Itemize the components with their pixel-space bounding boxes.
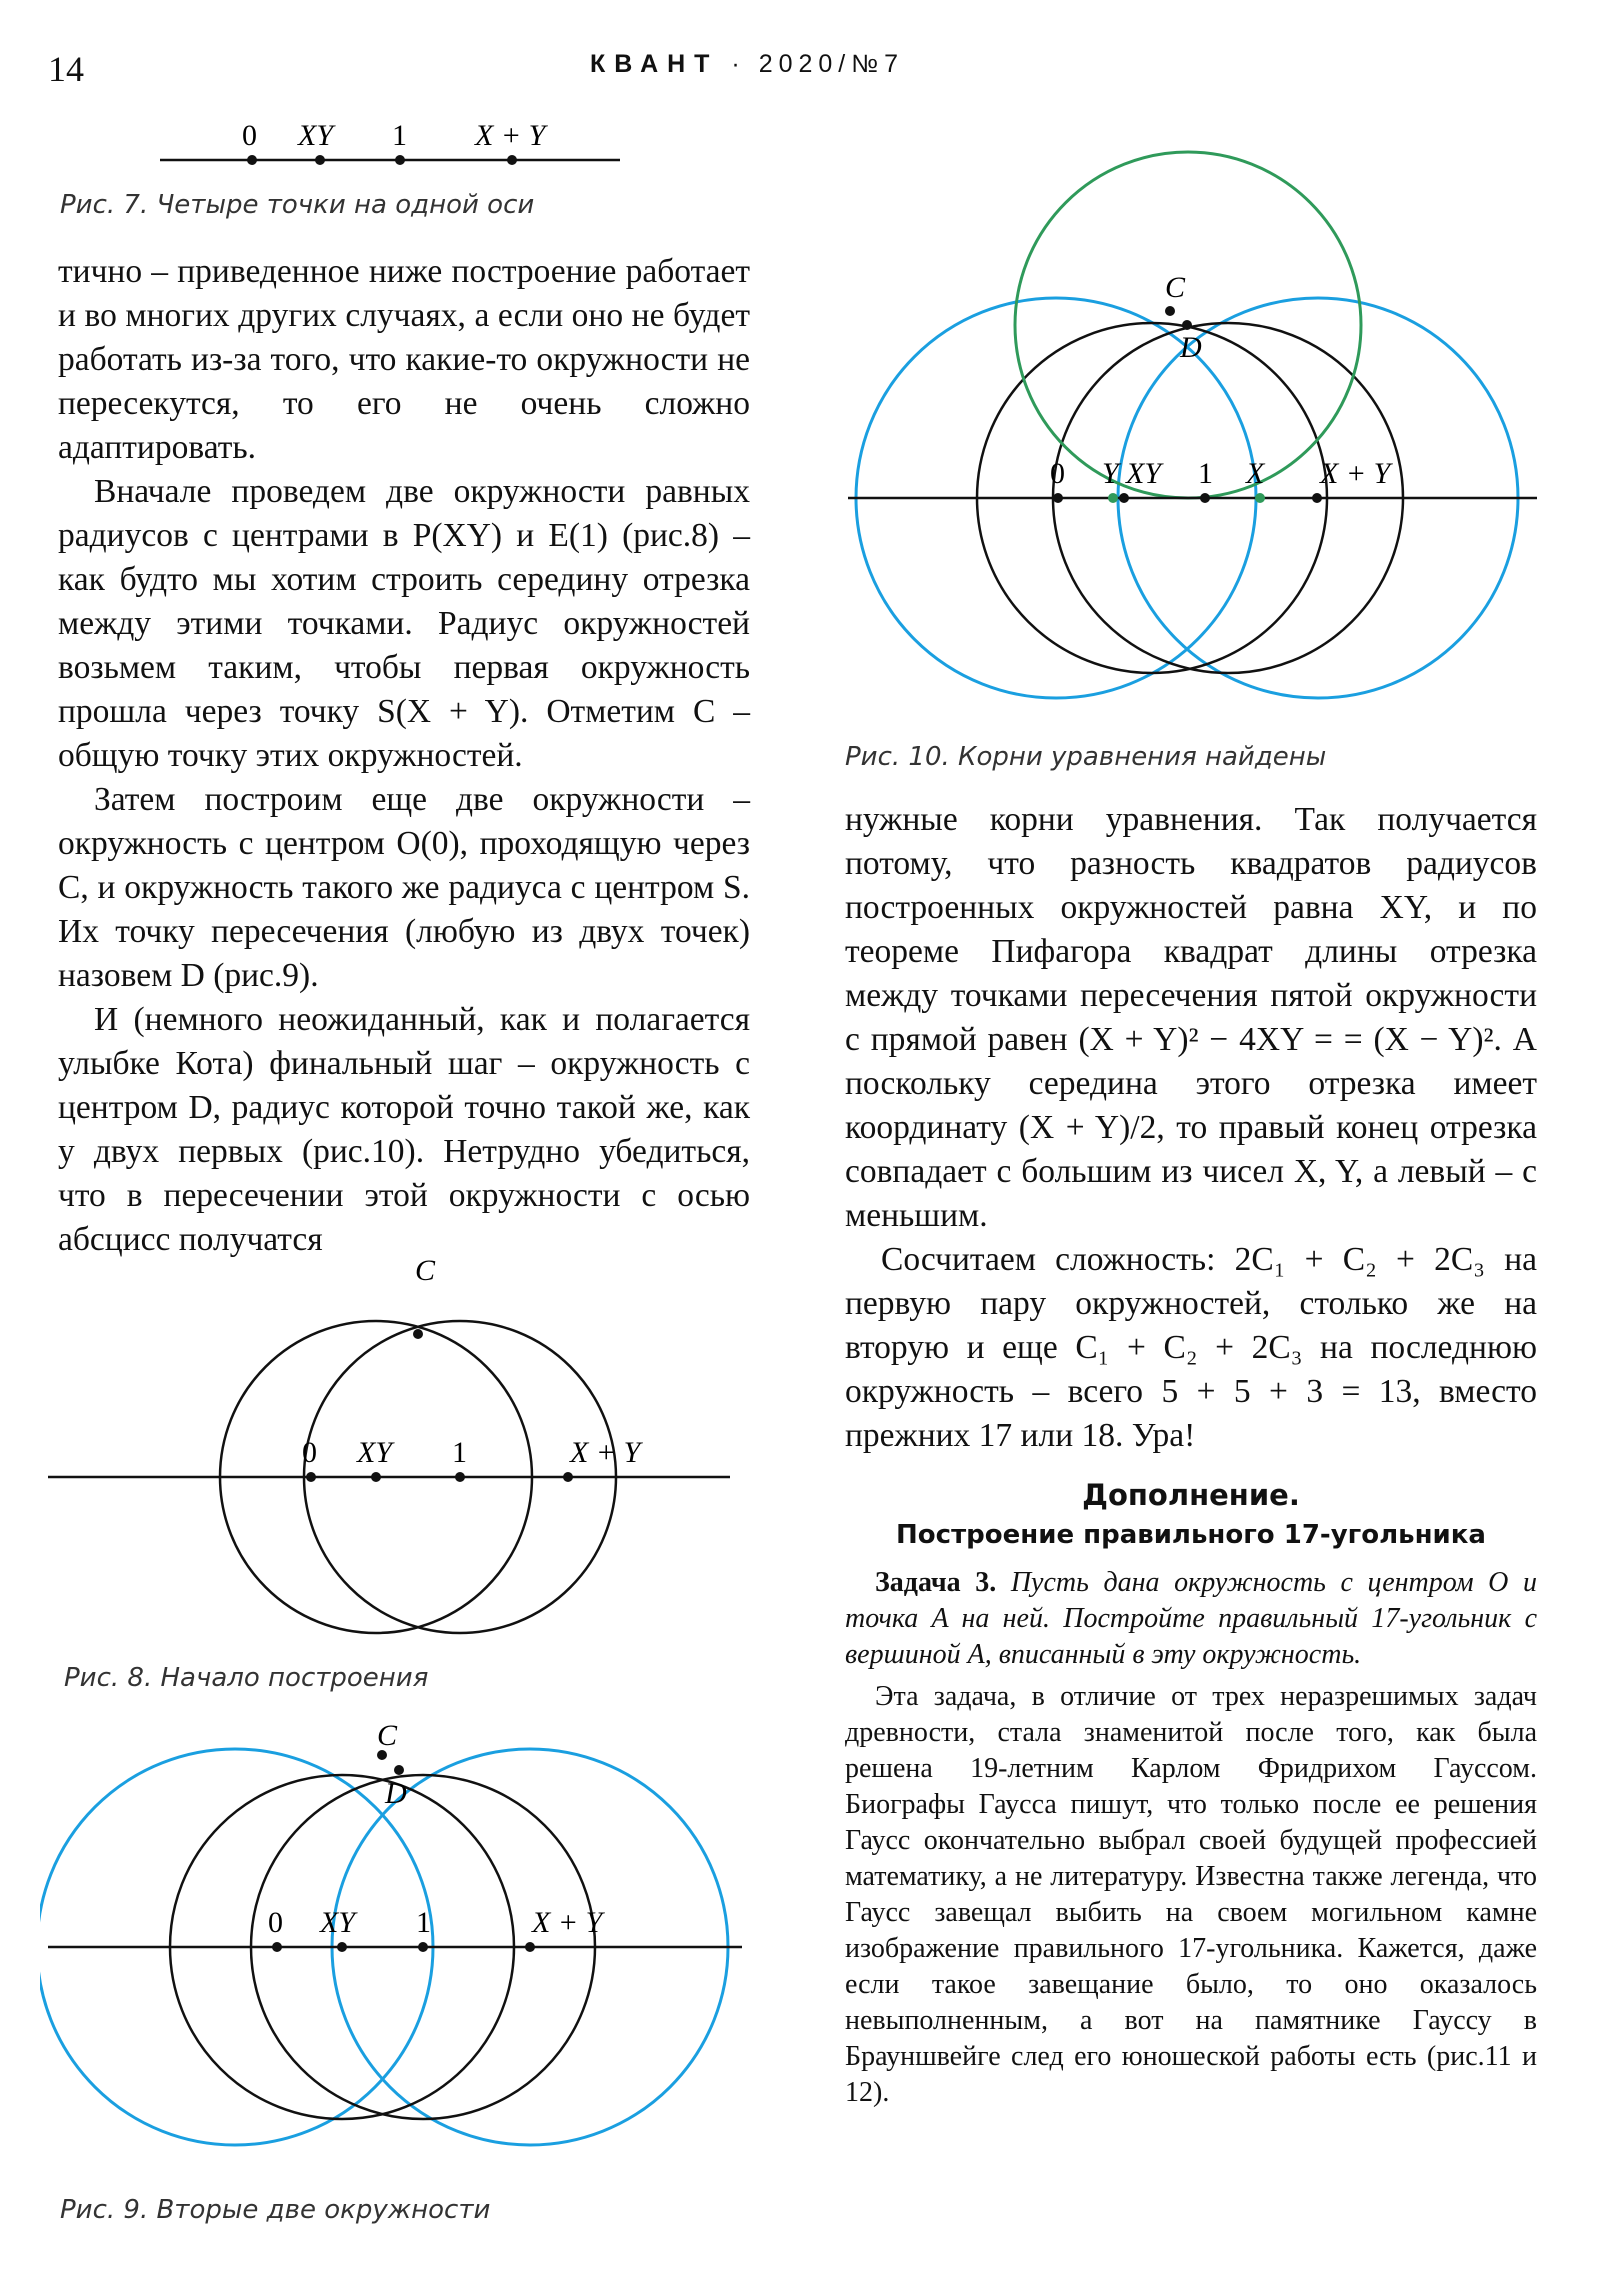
right-column: [845, 798, 1537, 1458]
label-xy: XY: [357, 1436, 393, 1469]
label-0: 0: [268, 1906, 283, 1939]
right-column-addendum: [845, 1565, 1537, 2111]
point-d: [1182, 320, 1192, 330]
point-0: [272, 1942, 282, 1952]
label-d: D: [385, 1777, 407, 1810]
paragraph: тично – приведенное ниже построение работает и во многих других случаях, а если оно не будет работать из-за того, что какие-то окружности не пересекутся, то его не очень сложно адаптировать.: [58, 253, 750, 466]
task-paragraph: [845, 1565, 1537, 1673]
label-1: 1: [1198, 457, 1213, 490]
issue-number: 2020/№7: [758, 50, 904, 78]
label-0: 0: [1050, 457, 1065, 490]
point-1: [418, 1942, 428, 1952]
label-y: Y: [1102, 457, 1119, 490]
label-x-plus-y: X + Y: [570, 1436, 641, 1469]
point-x-plus-y: [525, 1942, 535, 1952]
label-1: 1: [416, 1906, 431, 1939]
point-c: [1165, 306, 1175, 316]
point-0: [1053, 493, 1063, 503]
point-x: [1255, 493, 1265, 503]
label-xy: XY: [1126, 457, 1162, 490]
label-0: 0: [302, 1436, 317, 1469]
label-c: C: [377, 1719, 398, 1752]
task-label: Задача 3.: [875, 1567, 997, 1598]
fig7-caption: Рис. 7. Четыре точки на одной оси: [60, 190, 535, 220]
point-xy: [1119, 493, 1129, 503]
label-x-plus-y: X + Y: [475, 119, 546, 152]
label-c: C: [1165, 271, 1186, 304]
running-header: [590, 50, 904, 79]
point-1: [1200, 493, 1210, 503]
paragraph: И (немного неожиданный, как и полагается улыбке Кота) финальный шаг – окружность с центром D, радиус которой точно такой же, как у двух первых (рис.10). Нетрудно убедиться, что в пересечении этой окружности с осью абсцисс получатся: [58, 1001, 750, 1258]
paragraph: Затем построим еще две окружности – окружность с центром O(0), проходящую через C, и окружность такого же радиуса с центром S. Их точку пересечения (любую из двух точек) назовем D (рис.9).: [58, 781, 750, 994]
point-1: [395, 155, 405, 165]
figure-10: [840, 85, 1545, 735]
label-x-plus-y: X + Y: [1320, 457, 1391, 490]
label-xy: XY: [298, 119, 334, 152]
label-xy: XY: [320, 1906, 356, 1939]
point-xy: [315, 155, 325, 165]
figure-8: [40, 1250, 740, 1690]
point-x-plus-y: [1312, 493, 1322, 503]
label-1: 1: [392, 119, 407, 152]
figure-9: [40, 1715, 750, 2185]
fig9-caption: Рис. 9. Вторые две окружности: [60, 2195, 491, 2225]
point-xy: [337, 1942, 347, 1952]
paragraph: Сосчитаем сложность: 2C₁ + C₂ + 2C₃ на первую пару окружностей, столько же на вторую и еще C₁ + C₂ + 2C₃ на последнюю окружность – всего 5 + 5 + 3 = 13, вместо прежних 17 или 18. Ура!: [845, 1241, 1537, 1454]
label-1: 1: [452, 1436, 467, 1469]
section-title: Дополнение.: [1082, 1478, 1300, 1512]
point-0: [247, 155, 257, 165]
paragraph: нужные корни уравнения. Так получается потому, что разность квадратов радиусов построенных окружностей равна XY, и по теореме Пифагора квадрат длины отрезка между точками пересечения пятой окружности с прямой равен (X + Y)² − 4XY = = (X − Y)². А поскольку середина этого отрезка имеет координату (X + Y)/2, то правый конец отрезка совпадает с большим из чисел X, Y, а левый – с меньшим.: [845, 801, 1537, 1234]
point-x-plus-y: [507, 155, 517, 165]
paragraph: Эта задача, в отличие от трех неразрешимых задач древности, стала знаменитой после того, как была решена 19-летним Карлом Фридрихом Гауссом. Биографы Гаусса пишут, что только после ее решения Гаусс окончательно выбрал своей будущей профессией математику, а не литературу. Известна также легенда, что Гаусс завещал выбить на своем могильном камне изображение правильного 17-угольника. Кажется, даже если такое завещание было, то оно оказалось невыполненным, а вот на памятнике Гауссу в Брауншвейге след его юношеской работы есть (рис.11 и 12).: [845, 1681, 1537, 2108]
left-column: [58, 250, 750, 1262]
label-d: D: [1180, 331, 1202, 364]
figure-7: [150, 115, 630, 175]
label-c: C: [415, 1254, 436, 1287]
label-x-plus-y: X + Y: [532, 1906, 603, 1939]
point-0: [306, 1472, 316, 1482]
point-d: [394, 1765, 404, 1775]
paragraph: Вначале проведем две окружности равных радиусов с центрами в P(XY) и E(1) (рис.8) – как будто мы хотим строить середину отрезка между этими точками. Радиус окружностей возьмем таким, чтобы первая окружность прошла через точку S(X + Y). Отметим C – общую точку этих окружностей.: [58, 473, 750, 774]
point-y: [1108, 493, 1118, 503]
fig10-caption: Рис. 10. Корни уравнения найдены: [845, 742, 1327, 772]
section-subtitle: Построение правильного 17-угольника: [896, 1520, 1486, 1550]
label-x: X: [1246, 457, 1265, 490]
label-0: 0: [242, 119, 257, 152]
fig8-caption: Рис. 8. Начало построения: [64, 1663, 429, 1693]
point-xy: [371, 1472, 381, 1482]
point-1: [455, 1472, 465, 1482]
page-number: 14: [48, 49, 84, 89]
journal-name: КВАНТ: [590, 50, 719, 78]
task-text: Пусть дана окружность с центром O и точка A на ней. Постройте правильный 17-угольник с вершиной A, вписанный в эту окружность.: [845, 1567, 1537, 1670]
point-x-plus-y: [563, 1472, 573, 1482]
point-c: [413, 1329, 423, 1339]
header-separator: ·: [731, 50, 746, 78]
